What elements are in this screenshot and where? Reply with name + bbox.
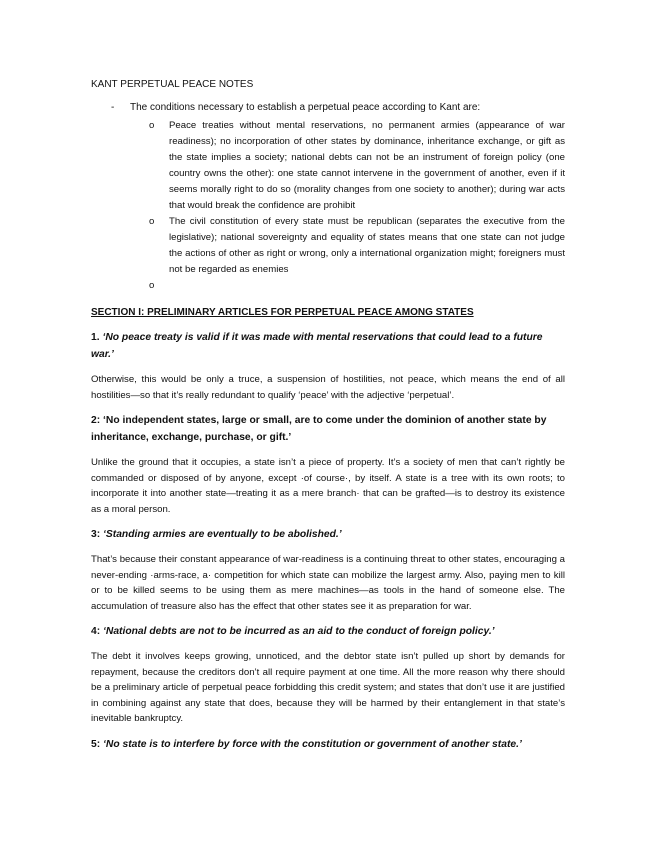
article-4-body: The debt it involves keeps growing, unnoticed, and the debtor state isn’t pulled up short by demands for repayment, because the creditors don’t all require payment at one time. All the more reason why there should be a preliminary article of perpetual peace forbidding this credit system; and states that don’t use it are justified in combining against any state that does, because they will be harmed by their entanglement in that state’s inevitable bankruptcy. (91, 651, 565, 724)
empty-condition-item (131, 278, 565, 294)
article-quote: ‘National debts are not to be incurred as an aid to the conduct of foreign policy.’ (103, 626, 495, 637)
article-1-heading (91, 329, 565, 363)
article-number: 5: (91, 738, 101, 750)
conditions-list (91, 101, 565, 294)
article-3-heading (91, 526, 565, 543)
article-number: 4: (91, 626, 101, 637)
article-quote: ‘Standing armies are eventually to be abolished.’ (103, 529, 342, 540)
condition-text: Peace treaties without mental reservations, no permanent armies (appearance of war readiness); no incorporation of other states by dominance, inheritance exchange, or gift as the state implies a society; national debts can not be an instrument of foreign policy (one country owns the other): one state cannot intervene in the government of another, even if it seems morally right to do so (morality changes from one society to another); during war acts that would break the confidence are prohibit (169, 120, 565, 211)
article-number: 3: (91, 529, 101, 540)
section-heading: SECTION I: PRELIMINARY ARTICLES FOR PERPETUAL PEACE AMONG STATES (91, 307, 474, 318)
circle-bullet-icon: o (149, 120, 155, 131)
article-4-heading (91, 623, 565, 640)
article-5-heading (91, 736, 565, 753)
intro-list-item (91, 101, 565, 294)
circle-bullet-icon: o (149, 216, 155, 227)
article-number: 1. (91, 332, 100, 343)
condition-item (131, 118, 565, 214)
article-quote: ‘No peace treaty is valid if it was made with mental reservations that could lead to a future war.’ (91, 332, 543, 360)
article-number: 2: (91, 415, 101, 426)
article-2-heading (91, 412, 565, 446)
article-3-body: That’s because their constant appearance of war-readiness is a continuing threat to other states, encouraging a never-ending ·arms-race, a· competition for which state can mobilize the largest army. Also, paying men to kill or to be killed seems to be using them as mere machines—as tools in the hand of someone else. The accumulation of treasure also has the effect that other states see it as preparation for war. (91, 554, 565, 612)
article-quote: ‘No independent states, large or small, are to come under the dominion of another state by inheritance, exchange, purchase, or gift.’ (91, 415, 547, 443)
document-title: KANT PERPETUAL PEACE NOTES (91, 79, 254, 90)
condition-text: The civil constitution of every state must be republican (separates the executive from the legislative); national sovereignty and equality of states means that one state can not judge the actions of other as right or wrong, only a international organization might; foreigners must not be regarded as enemies (169, 216, 565, 275)
circle-bullet-icon: o (149, 280, 155, 291)
article-1-body: Otherwise, this would be only a truce, a suspension of hostilities, not peace, which means the end of all hostilities—so that it’s really redundant to qualify ‘peace’ with the adjective ‘perpetual’. (91, 374, 565, 401)
condition-item (131, 214, 565, 278)
article-quote: ‘No state is to interfere by force with the constitution or government of another state.’ (103, 738, 522, 750)
dash-bullet: - (111, 102, 115, 113)
conditions-sublist (130, 118, 565, 294)
intro-text: The conditions necessary to establish a perpetual peace according to Kant are: (130, 102, 481, 113)
article-2-body: Unlike the ground that it occupies, a state isn’t a piece of property. It’s a society of men that can’t rightly be commanded or disposed of by anyone, except ·of course·, by itself. A state is a tree with its own roots; to incorporate it into another state—treating it as a mere branch· that can be grafted—is to destroy its existence as a moral person. (91, 457, 565, 515)
